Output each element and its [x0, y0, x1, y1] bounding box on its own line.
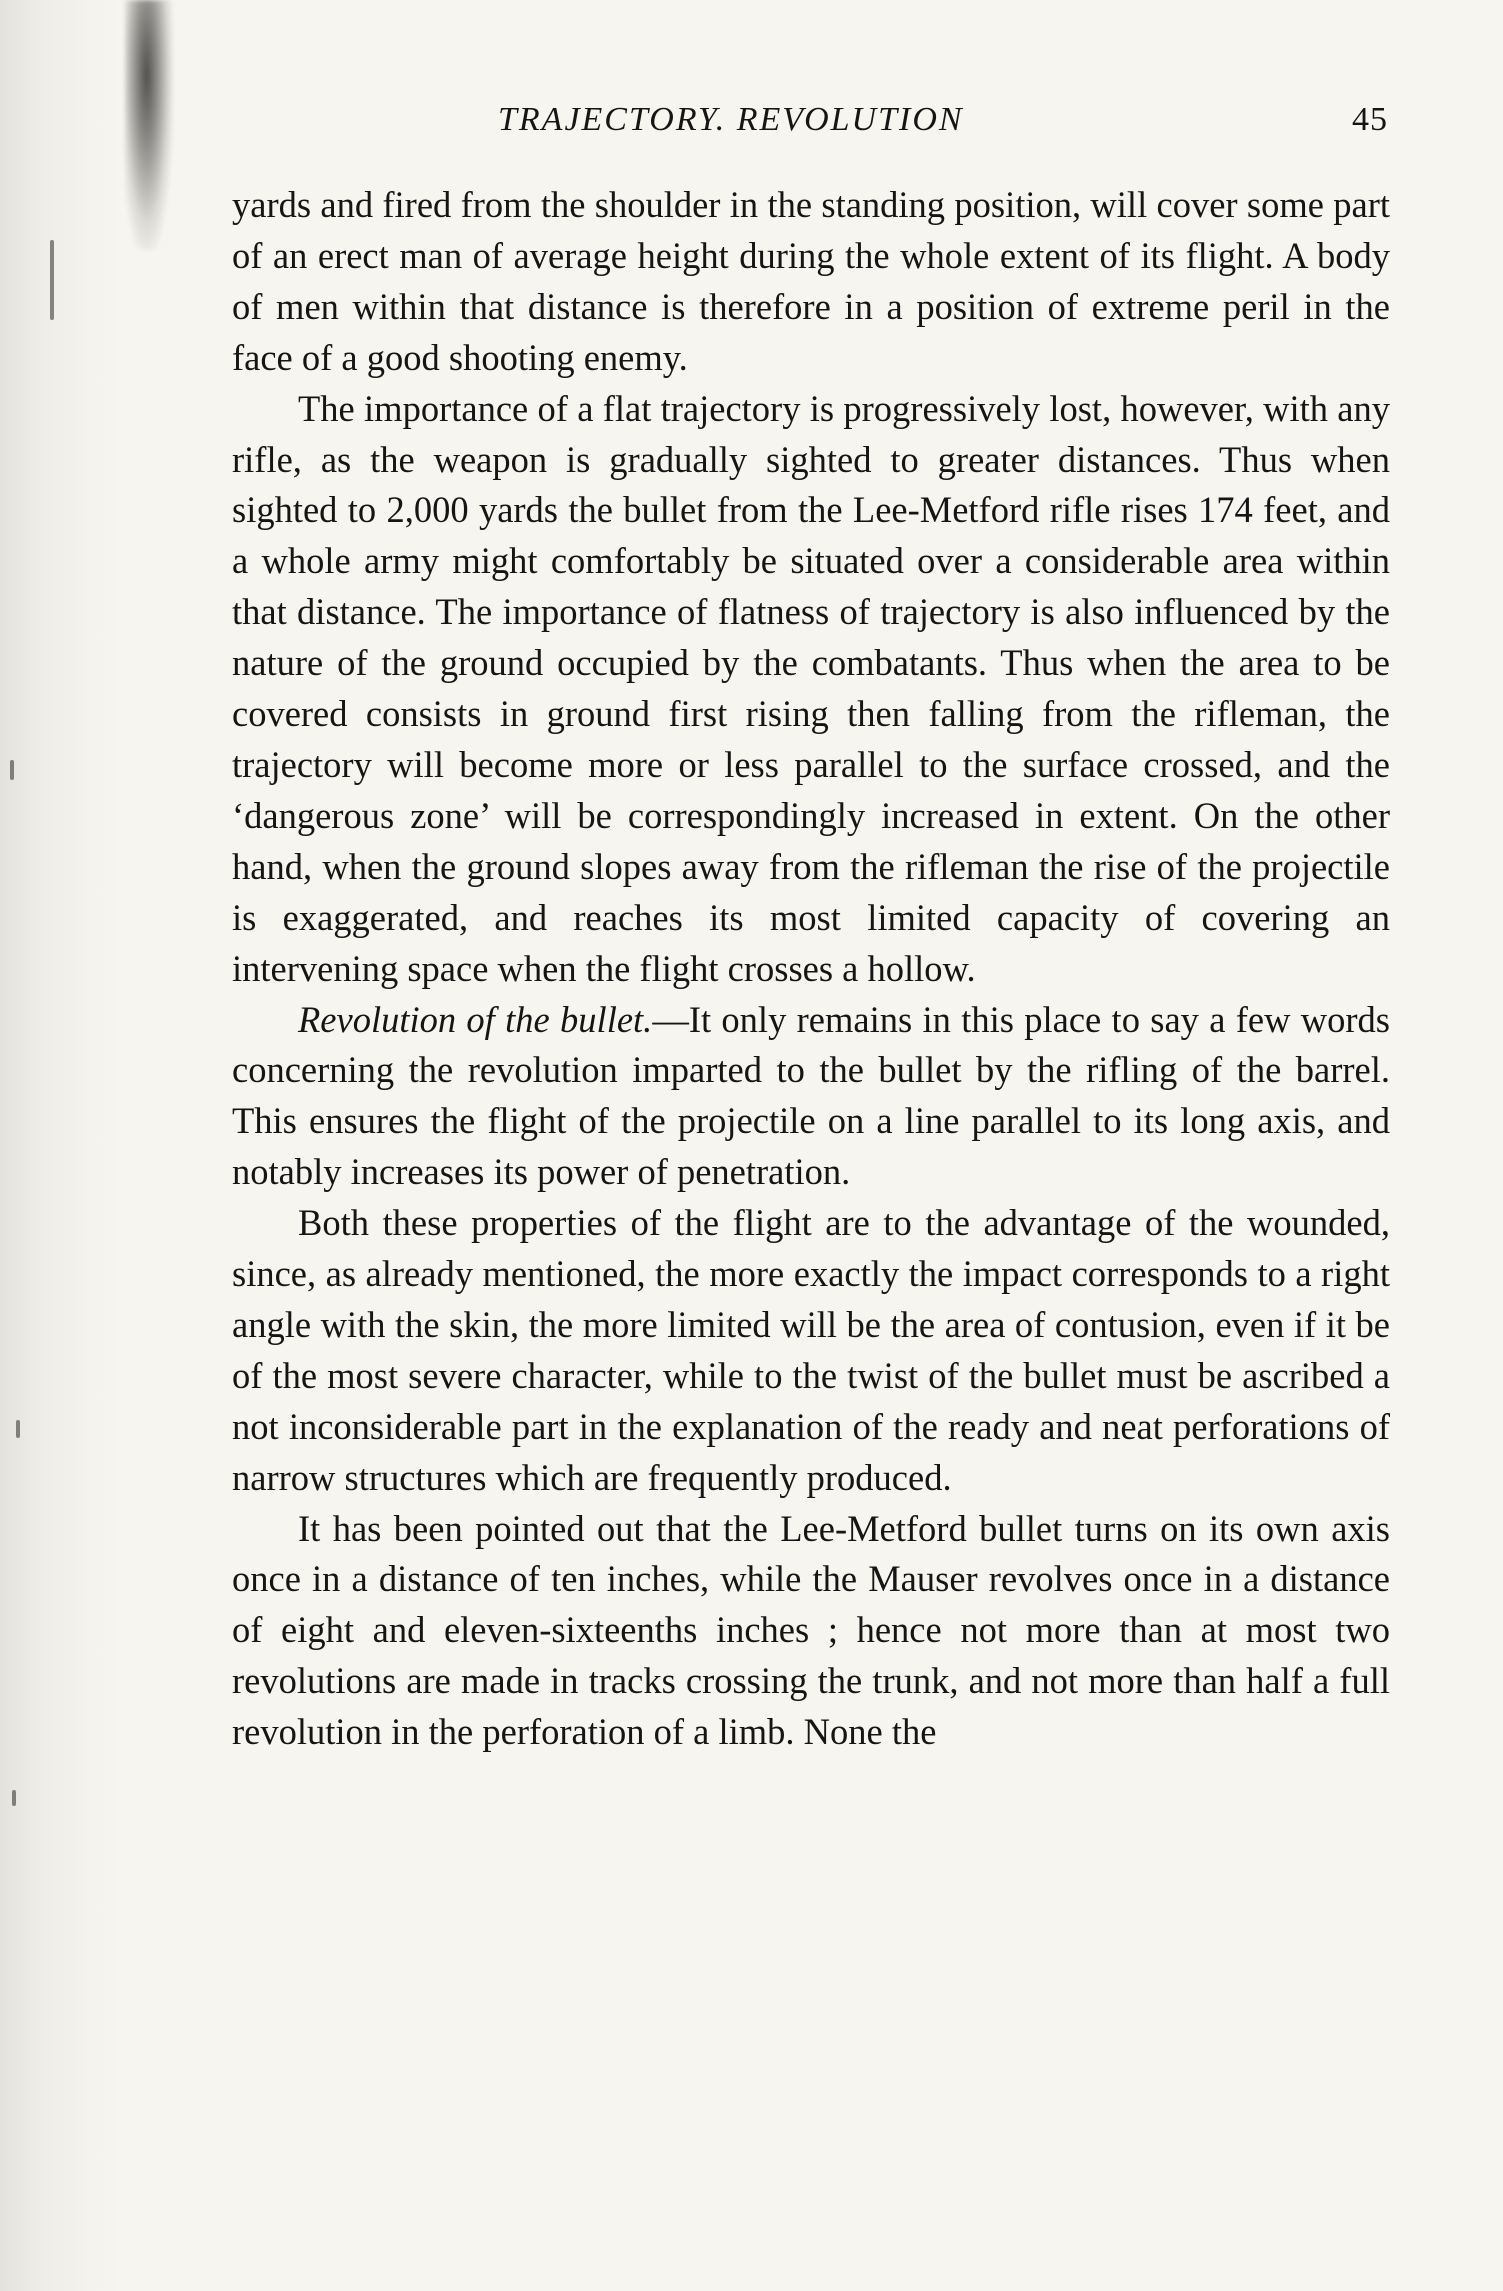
page-header [498, 101, 1388, 143]
paragraph-2: The importance of a flat trajectory is progressively lost, however, with any rifle, as the weapon is gradually sighted to greater distances. Thus when sighted to 2,000 yards the bullet from the Lee-Metford rifle rises 174 feet, and a whole army might comfortably be situated over a considerable area within that distance. The importance of flatness of trajectory is also influenced by the nature of the ground occupied by the combatants. Thus when the area to be covered consists in ground first rising then falling from the rifleman, the trajectory will become more or less parallel to the surface crossed, and the ‘dangerous zone’ will be correspondingly increased in extent. On the other hand, when the ground slopes away from the rifleman the rise of the projectile is exaggerated, and reaches its most limited capacity of covering an intervening space when the flight crosses a hollow. [232, 387, 1390, 989]
margin-speck [16, 1420, 20, 1438]
page-body [232, 180, 1390, 1758]
margin-speck [12, 1790, 16, 1806]
running-head: TRAJECTORY. REVOLUTION [498, 101, 964, 138]
section-heading-revolution: Revolution of the bullet. [298, 998, 653, 1040]
paragraph-4: Both these properties of the flight are to the advantage of the wounded, since, as already mentioned, the more exactly the impact corresponds to a right angle with the skin, the more limited will be the area of contusion, even if it be of the most severe character, while to the twist of the bullet must be ascribed a not inconsiderable part in the explanation of the ready and neat perforations of narrow structures which are frequently produced. [232, 1202, 1390, 1498]
paragraph-1: yards and fired from the shoulder in the standing position, will cover some part of an erect man of average height during the whole extent of its flight. A body of men within that distance is therefore in a position of extreme peril in the face of a good shooting enemy. [232, 184, 1390, 378]
gutter-shadow [0, 0, 120, 2291]
binding-mark [125, 0, 173, 250]
paragraph-5: It has been pointed out that the Lee-Metford bullet turns on its own axis once in a distance of ten inches, while the Mauser revolves once in a distance of eight and eleven-sixteenths inches ; hence not more than at most two revolutions are made in tracks crossing the trunk, and not more than half a full revolution in the perforation of a limb. None the [232, 1507, 1390, 1753]
margin-speck [50, 240, 54, 320]
paragraph-3-text: —It only remains in this place to say a few words concerning the revolution imparted to the bullet by the rifling of the barrel. This ensures the flight of the projectile on a line parallel to its long axis, and notably increases its power of penetration. [232, 998, 1390, 1193]
page-number: 45 [1352, 101, 1388, 138]
paragraph-3 [232, 995, 1390, 1199]
margin-speck [10, 760, 14, 780]
